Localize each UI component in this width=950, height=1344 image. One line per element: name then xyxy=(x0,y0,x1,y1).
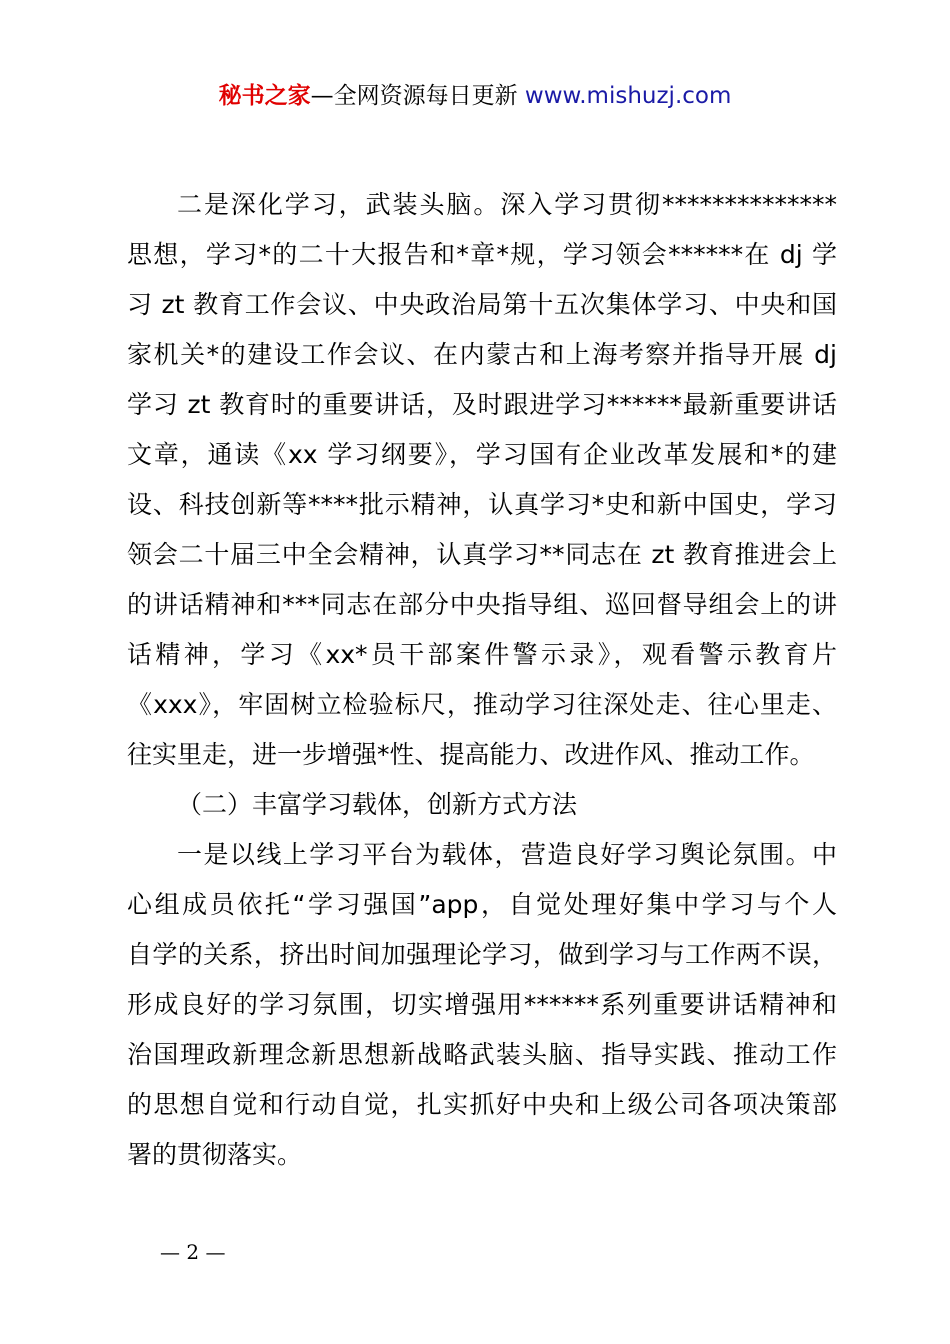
site-brand: 秘书之家 xyxy=(218,83,311,109)
paragraph-line: 学习 zt 教育时的重要讲话，及时跟进学习******最新重要讲话 xyxy=(127,390,837,419)
site-header xyxy=(0,80,950,112)
paragraph-line: 往实里走，进一步增强*性、提高能力、改进作风、推动工作。 xyxy=(127,740,815,769)
paragraph-line: 话精神，学习《xx*员干部案件警示录》，观看警示教育片 xyxy=(127,640,837,669)
site-slogan: —全网资源每日更新 xyxy=(310,83,518,109)
paragraph-line: 文章，通读《xx 学习纲要》，学习国有企业改革发展和*的建 xyxy=(127,440,837,469)
site-url-link[interactable]: www.mishuzj.com xyxy=(524,83,732,109)
paragraph-line: 家机关*的建设工作会议、在内蒙古和上海考察并指导开展 dj xyxy=(127,340,837,369)
paragraph-line: 形成良好的学习氛围，切实增强用******系列重要讲话精神和 xyxy=(127,990,837,1019)
paragraph-line: 二是深化学习，武装头脑。深入学习贯彻************** xyxy=(177,190,837,219)
paragraph-line: 《xxx》，牢固树立检验标尺，推动学习往深处走、往心里走、 xyxy=(127,690,837,719)
paragraph-line: 领会二十届三中全会精神，认真学习**同志在 zt 教育推进会上 xyxy=(127,540,837,569)
paragraph-line: 一是以线上学习平台为载体，营造良好学习舆论氛围。中 xyxy=(177,840,837,869)
paragraph-line: 自学的关系，挤出时间加强理论学习，做到学习与工作两不误， xyxy=(127,940,837,969)
paragraph-line: 思想，学习*的二十大报告和*章*规，学习领会******在 dj 学 xyxy=(127,240,837,269)
paragraph-line: 习 zt 教育工作会议、中央政治局第十五次集体学习、中央和国 xyxy=(127,290,837,319)
paragraph-line: 的思想自觉和行动自觉，扎实抓好中央和上级公司各项决策部 xyxy=(127,1090,837,1119)
page-number: — 2 — xyxy=(160,1240,226,1264)
paragraph-line: 署的贯彻落实。 xyxy=(127,1140,303,1169)
paragraph-line: 设、科技创新等****批示精神，认真学习*史和新中国史，学习 xyxy=(127,490,837,519)
section-heading: （二）丰富学习载体，创新方式方法 xyxy=(177,790,578,819)
paragraph-line: 心组成员依托“学习强国”app，自觉处理好集中学习与个人 xyxy=(127,890,837,919)
paragraph-line: 的讲话精神和***同志在部分中央指导组、巡回督导组会上的讲 xyxy=(127,590,837,619)
paragraph-line: 治国理政新理念新思想新战略武装头脑、指导实践、推动工作 xyxy=(127,1040,837,1069)
document-body xyxy=(127,180,837,1180)
